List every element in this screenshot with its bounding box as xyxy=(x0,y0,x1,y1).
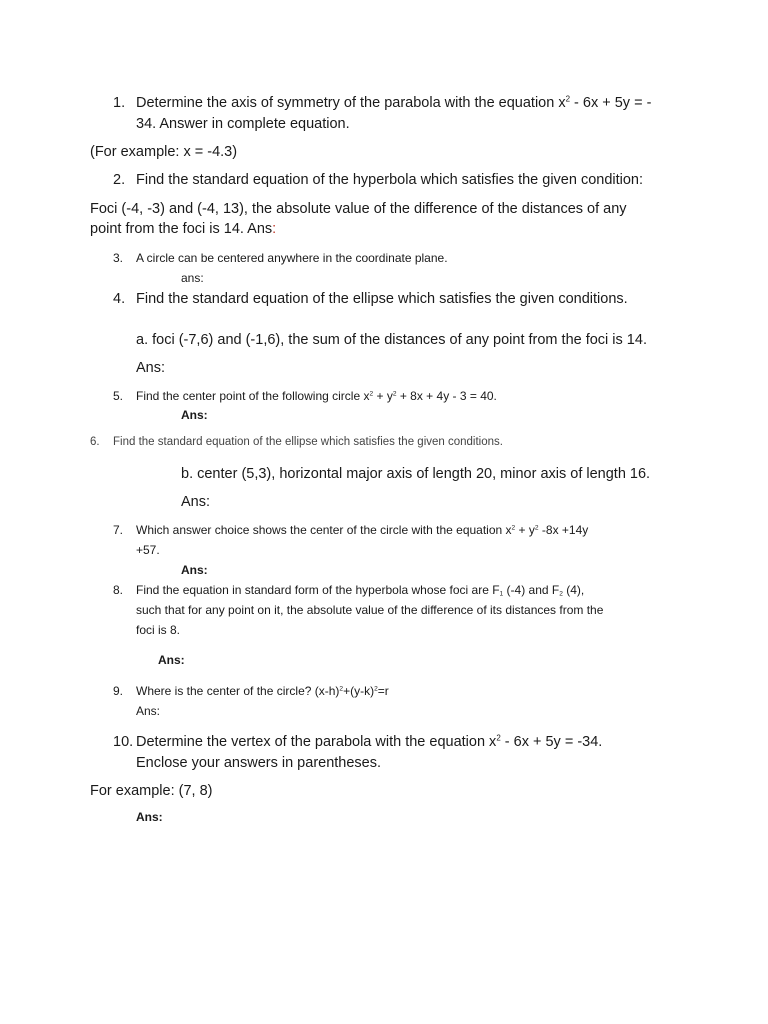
q4-line1: Find the standard equation of the ellipse which satisfies the given conditions. xyxy=(136,291,628,307)
q1-number: 1. xyxy=(113,95,126,111)
q9-line1: Where is the center of the circle? $(x-h)^2+(y-k)^2=r$ xyxy=(136,684,389,698)
q2-line2: Foci (-4, -3) and (-4, 13), the absolute value of the difference of the distances of any xyxy=(90,201,627,217)
q9-number: 9. xyxy=(113,684,124,698)
q6-answer-label: Ans: xyxy=(181,494,211,510)
q5-answer-label: Ans: xyxy=(181,408,208,422)
q3-answer-label: ans: xyxy=(181,271,204,285)
q5-line1: Find the center point of the following circle $x^2 + y^2 + 8x + 4y - 3 = 40$. xyxy=(136,389,497,403)
q4-part-a: a. foci (-7,6) and (-1,6), the sum of the distances of any point from the foci is 14. xyxy=(136,332,647,348)
q1-example: (For example: x = -4.3) xyxy=(90,144,238,160)
q7-line2: +57. xyxy=(136,543,160,557)
q8-number: 8. xyxy=(113,583,124,597)
q3-number: 3. xyxy=(113,251,124,265)
q10-line2: Enclose your answers in parentheses. xyxy=(136,755,382,771)
q5-number: 5. xyxy=(113,389,124,403)
q8-answer-label: Ans: xyxy=(158,653,185,667)
q6-number: 6. xyxy=(90,436,100,448)
q2-number: 2. xyxy=(113,172,126,188)
q7-number: 7. xyxy=(113,523,124,537)
q3-line1: A circle can be centered anywhere in the coordinate plane. xyxy=(136,251,448,265)
q6-part-b: b. center (5,3), horizontal major axis of length 20, minor axis of length 16. xyxy=(181,466,651,482)
q2-line1: Find the standard equation of the hyperbola which satisfies the given condition: xyxy=(136,172,644,188)
q1-line1: Determine the axis of symmetry of the parabola with the equation $x^2 - 6x + 5y$ = - xyxy=(136,94,652,111)
q10-example: For example: (7, 8) xyxy=(90,783,213,799)
q8-line1: Find the equation in standard form of the hyperbola whose foci are $F_1$ (-4) and $F_2$ (4), xyxy=(136,583,585,598)
q1-line2: 34. Answer in complete equation. xyxy=(136,116,350,132)
q10-number: 10. xyxy=(113,734,134,750)
q7-answer-label: Ans: xyxy=(181,563,208,577)
q4-answer-label: Ans: xyxy=(136,360,166,376)
q10-line1: Determine the vertex of the parabola with the equation $x^2 - 6x + 5y = -34$. xyxy=(136,733,603,750)
q6-line1: Find the standard equation of the ellipse which satisfies the given conditions. xyxy=(113,436,503,448)
q4-number: 4. xyxy=(113,291,126,307)
q8-line2: such that for any point on it, the absolute value of the difference of its distances from the xyxy=(136,603,604,617)
q2-line3: point from the foci is 14. Ans: xyxy=(90,221,277,237)
q10-answer-label: Ans: xyxy=(136,810,163,824)
q9-answer-label: Ans: xyxy=(136,704,161,718)
q7-line1: Which answer choice shows the center of the circle with the equation $x^2 + y^2$ -8x +14y xyxy=(136,523,589,537)
q8-line3: foci is 8. xyxy=(136,623,181,637)
